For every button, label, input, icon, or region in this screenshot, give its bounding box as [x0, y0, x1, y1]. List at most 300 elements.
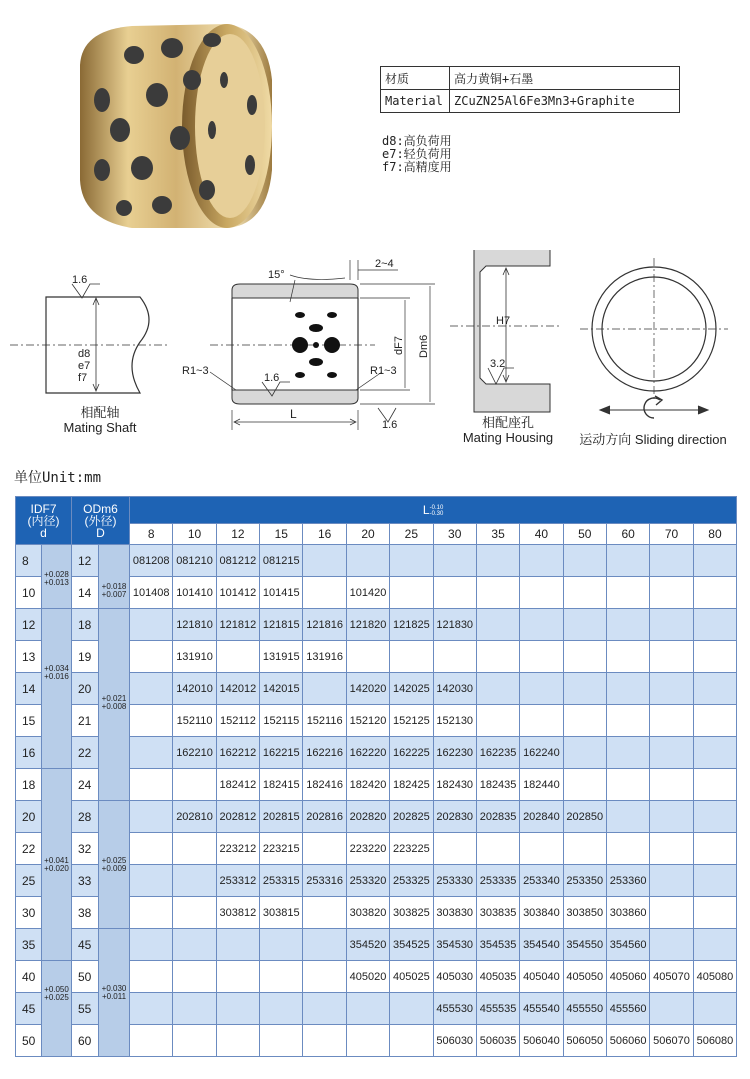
row-outer-diameter: 18 — [72, 609, 99, 641]
part-number-cell: 142030 — [433, 673, 476, 705]
part-number-cell — [130, 833, 173, 865]
part-number-cell — [520, 673, 563, 705]
id-tolerance — [42, 545, 72, 609]
part-number-cell: 162240 — [520, 737, 563, 769]
part-number-cell: 223220 — [346, 833, 389, 865]
id-tol-lower: +0.013 — [44, 578, 69, 587]
part-number-cell — [476, 705, 519, 737]
part-number-cell: 405020 — [346, 961, 389, 993]
length-col-50: 50 — [563, 524, 606, 545]
part-number-cell: 303850 — [563, 897, 606, 929]
part-number-cell — [606, 609, 649, 641]
length-col-35: 35 — [476, 524, 519, 545]
part-number-cell: 202830 — [433, 801, 476, 833]
part-number-cell: 202825 — [390, 801, 433, 833]
part-number-cell — [563, 545, 606, 577]
length-header — [130, 497, 737, 524]
od-tol-upper: +0.021 — [101, 694, 127, 703]
housing-caption-cn: 相配座孔 — [481, 415, 534, 430]
part-number-cell: 354520 — [346, 929, 389, 961]
part-number-cell — [130, 865, 173, 897]
part-number-cell: 152112 — [216, 705, 259, 737]
part-number-cell: 303840 — [520, 897, 563, 929]
part-number-cell — [346, 641, 389, 673]
part-number-cell: 405035 — [476, 961, 519, 993]
shaft-fit-e7: e7 — [78, 360, 91, 372]
part-number-cell: 354530 — [433, 929, 476, 961]
part-number-cell — [563, 577, 606, 609]
part-number-cell: 142010 — [173, 673, 216, 705]
part-number-cell: 142020 — [346, 673, 389, 705]
id-tolerance — [42, 961, 72, 1057]
row-outer-diameter: 14 — [72, 577, 99, 609]
material-value-cn: 高力黄铜+石墨 — [450, 67, 680, 90]
part-number-cell: 405050 — [563, 961, 606, 993]
part-number-cell — [433, 545, 476, 577]
part-number-cell — [476, 577, 519, 609]
part-number-cell: 162230 — [433, 737, 476, 769]
part-number-cell: 142025 — [390, 673, 433, 705]
table-row — [16, 929, 737, 961]
bushing-outer-dim: Dm6 — [418, 334, 430, 358]
part-number-cell: 405025 — [390, 961, 433, 993]
part-number-cell — [130, 993, 173, 1025]
part-number-cell — [260, 993, 303, 1025]
row-inner-diameter: 8 — [16, 545, 42, 577]
part-number-cell: 253335 — [476, 865, 519, 897]
part-number-cell: 506040 — [520, 1025, 563, 1057]
part-number-cell: 506080 — [693, 1025, 737, 1057]
row-outer-diameter: 20 — [72, 673, 99, 705]
row-outer-diameter: 19 — [72, 641, 99, 673]
part-number-cell — [130, 929, 173, 961]
part-number-cell — [476, 833, 519, 865]
part-number-cell: 081215 — [260, 545, 303, 577]
part-number-cell: 162210 — [173, 737, 216, 769]
length-header-label: L — [422, 503, 430, 517]
part-number-cell — [173, 833, 216, 865]
row-inner-diameter: 16 — [16, 737, 42, 769]
part-number-cell: 253312 — [216, 865, 259, 897]
part-number-cell — [346, 545, 389, 577]
od-tolerance — [99, 801, 130, 929]
part-number-cell: 354550 — [563, 929, 606, 961]
part-number-cell: 253320 — [346, 865, 389, 897]
material-label-cn: 材质 — [381, 67, 450, 90]
material-label-en: Material — [381, 90, 450, 113]
part-number-cell: 121812 — [216, 609, 259, 641]
row-inner-diameter: 50 — [16, 1025, 42, 1057]
part-number-cell: 121820 — [346, 609, 389, 641]
shaft-caption-en: Mating Shaft — [63, 420, 137, 435]
id-tol-lower: +0.020 — [44, 864, 69, 873]
part-number-cell — [693, 609, 737, 641]
part-number-cell — [693, 577, 737, 609]
part-number-cell — [563, 833, 606, 865]
part-number-cell — [650, 737, 693, 769]
part-number-cell — [216, 929, 259, 961]
part-number-cell — [693, 545, 737, 577]
row-outer-diameter: 55 — [72, 993, 99, 1025]
shaft-caption — [50, 405, 150, 435]
rotation-caption-en: Sliding direction — [634, 432, 727, 447]
length-col-80: 80 — [693, 524, 737, 545]
part-number-cell: 121810 — [173, 609, 216, 641]
row-inner-diameter: 12 — [16, 609, 42, 641]
part-number-cell — [130, 769, 173, 801]
part-number-cell — [130, 1025, 173, 1057]
part-number-cell — [390, 1025, 433, 1057]
od-header-line3: D — [96, 525, 105, 540]
part-number-cell — [606, 737, 649, 769]
row-outer-diameter: 24 — [72, 769, 99, 801]
part-number-cell — [260, 961, 303, 993]
part-number-cell: 405080 — [693, 961, 737, 993]
spec-table-body — [16, 545, 737, 1057]
part-number-cell: 152115 — [260, 705, 303, 737]
part-number-cell: 121825 — [390, 609, 433, 641]
part-number-cell: 121816 — [303, 609, 346, 641]
part-number-cell — [303, 929, 346, 961]
part-number-cell — [216, 641, 259, 673]
row-inner-diameter: 30 — [16, 897, 42, 929]
bushing-radius-left: R1~3 — [182, 365, 209, 377]
part-number-cell: 202815 — [260, 801, 303, 833]
spec-header-row — [16, 497, 737, 524]
part-number-cell — [130, 609, 173, 641]
od-header-line2: (外径) — [84, 513, 117, 528]
part-number-cell — [606, 545, 649, 577]
od-tol-upper: +0.030 — [101, 984, 127, 993]
rotation-caption-cn: 运动方向 — [579, 432, 632, 447]
part-number-cell — [650, 833, 693, 865]
od-tol-lower: +0.011 — [101, 992, 127, 1001]
od-tolerance — [99, 609, 130, 801]
id-tol-upper: +0.034 — [44, 664, 69, 673]
part-number-cell — [216, 961, 259, 993]
part-number-cell — [693, 801, 737, 833]
part-number-cell — [606, 833, 649, 865]
length-col-15: 15 — [260, 524, 303, 545]
part-number-cell — [563, 737, 606, 769]
row-outer-diameter: 33 — [72, 865, 99, 897]
row-inner-diameter: 25 — [16, 865, 42, 897]
part-number-cell — [650, 993, 693, 1025]
od-tolerance — [99, 929, 130, 1057]
bushing-roughness-outer: 1.6 — [382, 419, 398, 431]
part-number-cell: 101415 — [260, 577, 303, 609]
part-number-cell: 182420 — [346, 769, 389, 801]
bushing-inner-dim: dF7 — [393, 336, 405, 355]
part-number-cell — [476, 641, 519, 673]
part-number-cell — [606, 801, 649, 833]
part-number-cell — [650, 897, 693, 929]
part-number-cell — [476, 673, 519, 705]
part-number-cell: 253315 — [260, 865, 303, 897]
row-outer-diameter: 60 — [72, 1025, 99, 1057]
id-tol-lower: +0.016 — [44, 672, 69, 681]
row-outer-diameter: 50 — [72, 961, 99, 993]
unit-label: 单位Unit:mm — [14, 470, 102, 486]
part-number-cell — [563, 609, 606, 641]
part-number-cell — [216, 993, 259, 1025]
length-col-25: 25 — [390, 524, 433, 545]
part-number-cell — [693, 641, 737, 673]
part-number-cell — [650, 673, 693, 705]
housing-fit: H7 — [496, 315, 511, 327]
id-tolerance — [42, 769, 72, 961]
part-number-cell — [130, 737, 173, 769]
part-number-cell: 303815 — [260, 897, 303, 929]
shaft-fit-f7: f7 — [78, 372, 88, 384]
part-number-cell: 152130 — [433, 705, 476, 737]
row-inner-diameter: 22 — [16, 833, 42, 865]
table-row — [16, 801, 737, 833]
row-outer-diameter: 12 — [72, 545, 99, 577]
part-number-cell: 202850 — [563, 801, 606, 833]
part-number-cell — [606, 769, 649, 801]
part-number-cell — [433, 577, 476, 609]
mating-shaft-drawing — [10, 284, 170, 393]
part-number-cell: 253330 — [433, 865, 476, 897]
part-number-cell — [650, 865, 693, 897]
part-number-cell: 303820 — [346, 897, 389, 929]
part-number-cell: 182416 — [303, 769, 346, 801]
od-tol-upper: +0.018 — [101, 582, 127, 591]
part-number-cell — [433, 641, 476, 673]
id-header-line1: IDF7 — [30, 501, 57, 516]
housing-roughness: 3.2 — [490, 358, 506, 370]
length-col-12: 12 — [216, 524, 259, 545]
shaft-caption-cn: 相配轴 — [80, 405, 120, 420]
part-number-cell: 223215 — [260, 833, 303, 865]
part-number-cell — [563, 641, 606, 673]
load-notes — [382, 135, 452, 174]
part-number-cell: 121815 — [260, 609, 303, 641]
part-number-cell — [390, 577, 433, 609]
part-number-cell — [390, 641, 433, 673]
part-number-cell: 303812 — [216, 897, 259, 929]
row-inner-diameter: 10 — [16, 577, 42, 609]
row-inner-diameter: 40 — [16, 961, 42, 993]
part-number-cell: 455550 — [563, 993, 606, 1025]
part-number-cell: 253325 — [390, 865, 433, 897]
part-number-cell — [303, 833, 346, 865]
bushing-roughness-inner: 1.6 — [264, 372, 280, 384]
part-number-cell — [303, 961, 346, 993]
part-number-cell — [650, 769, 693, 801]
row-outer-diameter: 45 — [72, 929, 99, 961]
part-number-cell — [520, 833, 563, 865]
id-tol-upper: +0.041 — [44, 856, 69, 865]
part-number-cell — [260, 1025, 303, 1057]
part-number-cell: 101412 — [216, 577, 259, 609]
part-number-cell: 253350 — [563, 865, 606, 897]
part-number-cell: 101408 — [130, 577, 173, 609]
part-number-cell — [476, 609, 519, 641]
part-number-cell — [650, 801, 693, 833]
part-number-cell: 354560 — [606, 929, 649, 961]
mating-housing-drawing — [450, 250, 560, 412]
part-number-cell: 354540 — [520, 929, 563, 961]
row-inner-diameter: 15 — [16, 705, 42, 737]
part-number-cell: 121830 — [433, 609, 476, 641]
part-number-cell — [130, 897, 173, 929]
part-number-cell — [173, 961, 216, 993]
length-col-10: 10 — [173, 524, 216, 545]
part-number-cell: 162216 — [303, 737, 346, 769]
part-number-cell — [303, 993, 346, 1025]
part-number-cell — [606, 641, 649, 673]
part-number-cell — [130, 801, 173, 833]
od-tol-upper: +0.025 — [101, 856, 127, 865]
part-number-cell: 081208 — [130, 545, 173, 577]
part-number-cell: 455560 — [606, 993, 649, 1025]
length-col-70: 70 — [650, 524, 693, 545]
part-number-cell — [693, 929, 737, 961]
part-number-cell — [520, 545, 563, 577]
note-d8: d8:高负荷用 — [382, 134, 452, 148]
part-number-cell: 182440 — [520, 769, 563, 801]
row-inner-diameter: 13 — [16, 641, 42, 673]
part-number-cell: 152116 — [303, 705, 346, 737]
part-number-cell — [173, 929, 216, 961]
part-number-cell — [693, 865, 737, 897]
part-number-cell: 303830 — [433, 897, 476, 929]
id-header-line2: (内径) — [27, 513, 60, 528]
part-number-cell — [693, 769, 737, 801]
part-number-cell — [520, 577, 563, 609]
part-number-cell: 253340 — [520, 865, 563, 897]
shaft-roughness: 1.6 — [72, 274, 88, 286]
part-number-cell — [303, 577, 346, 609]
part-number-cell: 182435 — [476, 769, 519, 801]
id-tol-lower: +0.025 — [44, 993, 69, 1002]
part-number-cell — [130, 961, 173, 993]
part-number-cell: 162212 — [216, 737, 259, 769]
row-inner-diameter: 45 — [16, 993, 42, 1025]
part-number-cell: 506050 — [563, 1025, 606, 1057]
part-number-cell: 405070 — [650, 961, 693, 993]
part-number-cell: 182415 — [260, 769, 303, 801]
od-tol-lower: +0.009 — [101, 864, 127, 873]
part-number-cell: 405060 — [606, 961, 649, 993]
note-e7: e7:轻负荷用 — [382, 147, 452, 161]
row-outer-diameter: 22 — [72, 737, 99, 769]
part-number-cell: 152110 — [173, 705, 216, 737]
part-number-cell: 182430 — [433, 769, 476, 801]
part-number-cell — [130, 673, 173, 705]
part-number-cell: 182425 — [390, 769, 433, 801]
bushing-angle: 15° — [268, 269, 285, 281]
part-number-cell — [520, 641, 563, 673]
part-number-cell: 101410 — [173, 577, 216, 609]
id-header-line3: d — [40, 525, 47, 540]
part-number-cell — [606, 673, 649, 705]
part-number-cell — [390, 545, 433, 577]
material-table — [380, 66, 680, 113]
bushing-chamfer: 2~4 — [375, 258, 394, 270]
part-number-cell — [520, 705, 563, 737]
part-number-cell: 455530 — [433, 993, 476, 1025]
bushing-photo — [62, 20, 282, 235]
part-number-cell — [216, 1025, 259, 1057]
part-number-cell — [260, 929, 303, 961]
part-number-cell — [173, 897, 216, 929]
part-number-cell: 455540 — [520, 993, 563, 1025]
part-number-cell — [650, 577, 693, 609]
part-number-cell: 455535 — [476, 993, 519, 1025]
od-tolerance — [99, 545, 130, 609]
part-number-cell — [650, 641, 693, 673]
part-number-cell — [173, 769, 216, 801]
part-number-cell — [303, 673, 346, 705]
part-number-cell: 202816 — [303, 801, 346, 833]
id-tol-upper: +0.050 — [44, 985, 69, 994]
length-col-30: 30 — [433, 524, 476, 545]
part-number-cell — [563, 769, 606, 801]
part-number-cell: 202812 — [216, 801, 259, 833]
part-number-cell: 131910 — [173, 641, 216, 673]
spec-table — [15, 496, 737, 1057]
part-number-cell: 506060 — [606, 1025, 649, 1057]
part-number-cell: 101420 — [346, 577, 389, 609]
bushing-length: L — [290, 407, 297, 421]
part-number-cell — [303, 545, 346, 577]
length-col-20: 20 — [346, 524, 389, 545]
id-header — [16, 497, 72, 545]
part-number-cell: 202835 — [476, 801, 519, 833]
od-tol-lower: +0.008 — [101, 702, 127, 711]
part-number-cell: 162225 — [390, 737, 433, 769]
part-number-cell: 303835 — [476, 897, 519, 929]
part-number-cell: 506030 — [433, 1025, 476, 1057]
row-outer-diameter: 28 — [72, 801, 99, 833]
part-number-cell: 354535 — [476, 929, 519, 961]
part-number-cell — [650, 705, 693, 737]
part-number-cell — [390, 993, 433, 1025]
part-number-cell: 506035 — [476, 1025, 519, 1057]
part-number-cell: 152125 — [390, 705, 433, 737]
part-number-cell: 162220 — [346, 737, 389, 769]
part-number-cell: 152120 — [346, 705, 389, 737]
table-row — [16, 545, 737, 577]
housing-caption-en: Mating Housing — [462, 430, 554, 445]
od-header — [72, 497, 130, 545]
length-col-8: 8 — [130, 524, 173, 545]
part-number-cell: 405030 — [433, 961, 476, 993]
part-number-cell: 162235 — [476, 737, 519, 769]
part-number-cell: 131916 — [303, 641, 346, 673]
part-number-cell: 142012 — [216, 673, 259, 705]
part-number-cell — [173, 865, 216, 897]
part-number-cell: 202840 — [520, 801, 563, 833]
material-value-en: ZCuZN25Al6Fe3Mn3+Graphite — [450, 90, 680, 113]
part-number-cell: 506070 — [650, 1025, 693, 1057]
part-number-cell — [650, 609, 693, 641]
part-number-cell — [606, 577, 649, 609]
housing-caption — [448, 415, 568, 445]
part-number-cell: 354525 — [390, 929, 433, 961]
bushing-radius-right: R1~3 — [370, 365, 397, 377]
length-col-16: 16 — [303, 524, 346, 545]
shaft-fit-d8: d8 — [78, 348, 91, 360]
part-number-cell: 081212 — [216, 545, 259, 577]
part-number-cell — [520, 609, 563, 641]
part-number-cell: 202810 — [173, 801, 216, 833]
row-inner-diameter: 18 — [16, 769, 42, 801]
part-number-cell — [303, 1025, 346, 1057]
